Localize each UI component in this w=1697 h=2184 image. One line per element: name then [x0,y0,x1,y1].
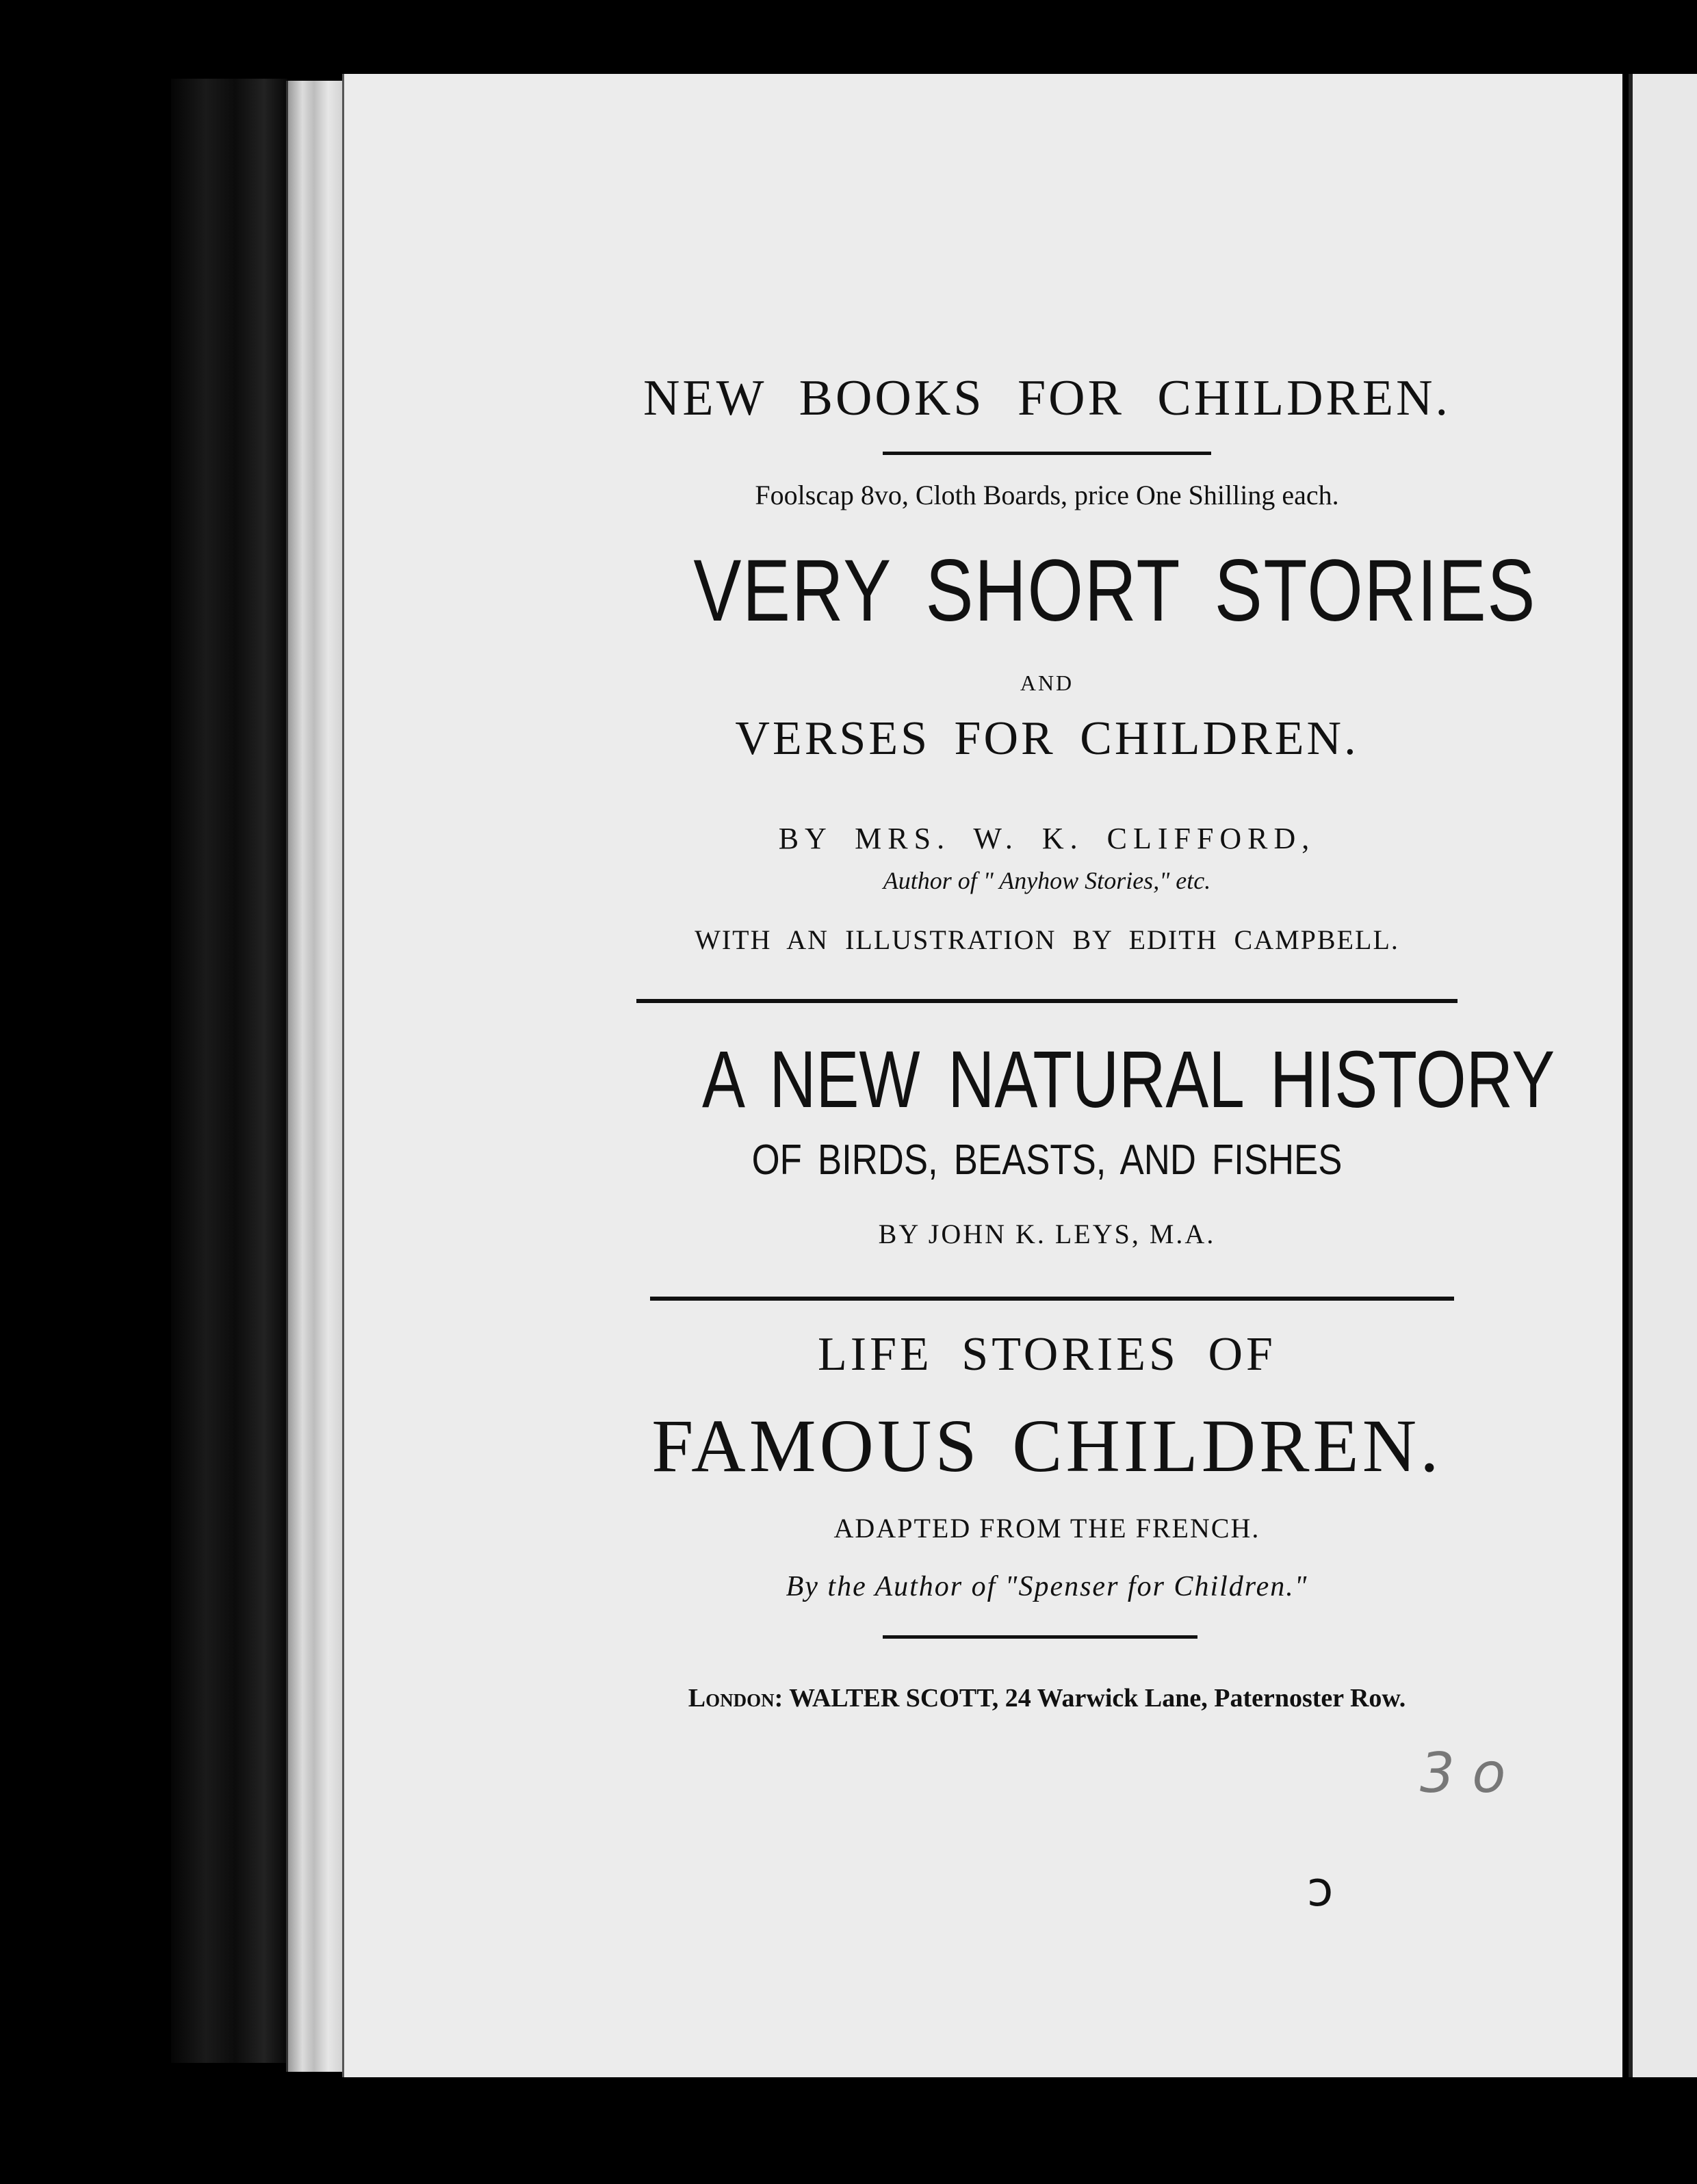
book1-byline: BY MRS. W. K. CLIFFORD, [778,822,1316,855]
format-line: Foolscap 8vo, Cloth Boards, price One Shilling each. [755,480,1339,510]
page-edges [286,81,346,2072]
ink-mark: ↄ [1307,1861,1334,1917]
book1-author-note: Author of " Anyhow Stories," etc. [883,867,1211,894]
book3-title-top: LIFE STORIES OF [818,1328,1276,1381]
book2-title: A NEW NATURAL HISTORY [702,1035,1555,1125]
book1-title: VERY SHORT STORIES [693,542,1537,640]
publisher-details: : WALTER SCOTT, 24 Warwick Lane, Paternoster Row. [774,1684,1406,1713]
divider-long [636,999,1458,1003]
book2-byline: BY JOHN K. LEYS, M.A. [878,1219,1216,1249]
divider-long [650,1297,1454,1301]
page-heading: NEW BOOKS FOR CHILDREN. [643,370,1451,426]
divider-short [883,452,1211,455]
book1-illustration: WITH AN ILLUSTRATION BY EDITH CAMPBELL. [695,924,1399,955]
publisher-city: London [688,1684,775,1713]
facing-page-edge [1629,74,1697,2077]
book-spine [171,79,287,2063]
book3-title-main: FAMOUS CHILDREN. [651,1404,1442,1487]
book3-note: ADAPTED FROM THE FRENCH. [833,1513,1260,1544]
pencil-annotation: 3 o [1420,1741,1506,1805]
divider-short [883,1635,1197,1639]
book1-subtitle: VERSES FOR CHILDREN. [735,712,1359,765]
book2-subtitle: OF BIRDS, BEASTS, AND FISHES [751,1136,1343,1184]
book3-author-note: By the Author of "Spenser for Children." [786,1571,1308,1602]
publisher-line [616,1683,1478,1713]
book1-connector: AND [1020,671,1074,695]
